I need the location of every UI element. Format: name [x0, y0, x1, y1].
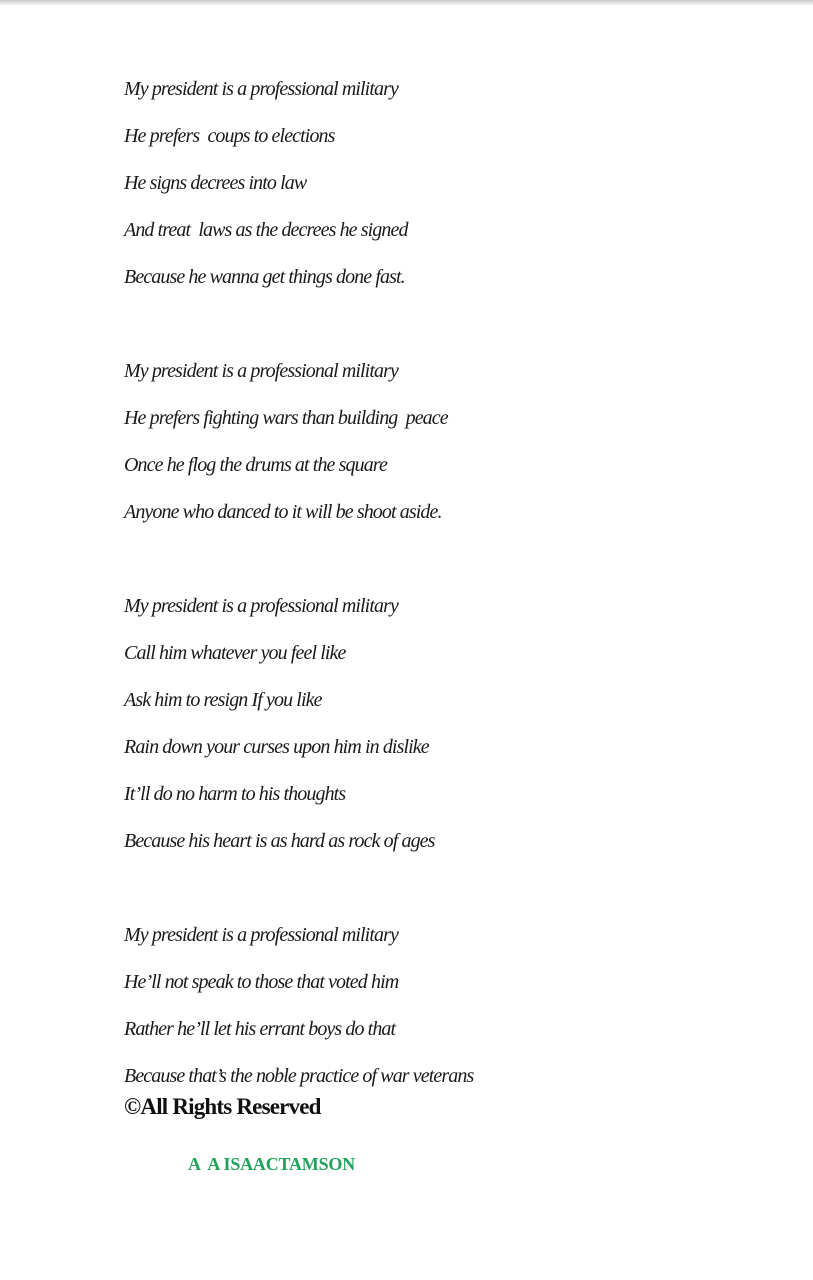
poem-line: And treat laws as the decrees he signed	[124, 219, 408, 241]
poem-line: He prefers coups to elections	[124, 125, 335, 147]
poem-line: He prefers fighting wars than building peace	[124, 407, 448, 429]
poem-line: Call him whatever you feel like	[124, 642, 346, 664]
poem-line: Because that’s the noble practice of war veterans	[124, 1065, 474, 1087]
author-name: A A ISAACTAMSON	[188, 1154, 356, 1174]
stanza-3	[124, 583, 784, 865]
stanza-4	[124, 912, 784, 1100]
poem-line: My president is a professional military	[124, 595, 398, 617]
poem-line: Because his heart is as hard as rock of ages	[124, 830, 435, 852]
poem-line: Anyone who danced to it will be shoot aside.	[124, 501, 442, 523]
poem-line: My president is a professional military	[124, 78, 398, 100]
stanza-2	[124, 348, 784, 536]
poem-line: Rain down your curses upon him in dislike	[124, 736, 429, 758]
poem-line: Once he flog the drums at the square	[124, 454, 387, 476]
poem-line: It’ll do no harm to his thoughts	[124, 783, 346, 805]
poem-line: Because he wanna get things done fast.	[124, 266, 405, 288]
copyright-notice: ©All Rights Reserved	[124, 1094, 321, 1119]
stanza-1	[124, 66, 784, 301]
page-top-shadow	[0, 0, 813, 6]
poem-line: Rather he’ll let his errant boys do that	[124, 1018, 396, 1040]
poem-line: My president is a professional military	[124, 360, 398, 382]
poem-line: He’ll not speak to those that voted him	[124, 971, 399, 993]
poem-body	[124, 66, 784, 1100]
poem-line: Ask him to resign If you like	[124, 689, 322, 711]
poem-line: He signs decrees into law	[124, 172, 307, 194]
poem-line: My president is a professional military	[124, 924, 398, 946]
